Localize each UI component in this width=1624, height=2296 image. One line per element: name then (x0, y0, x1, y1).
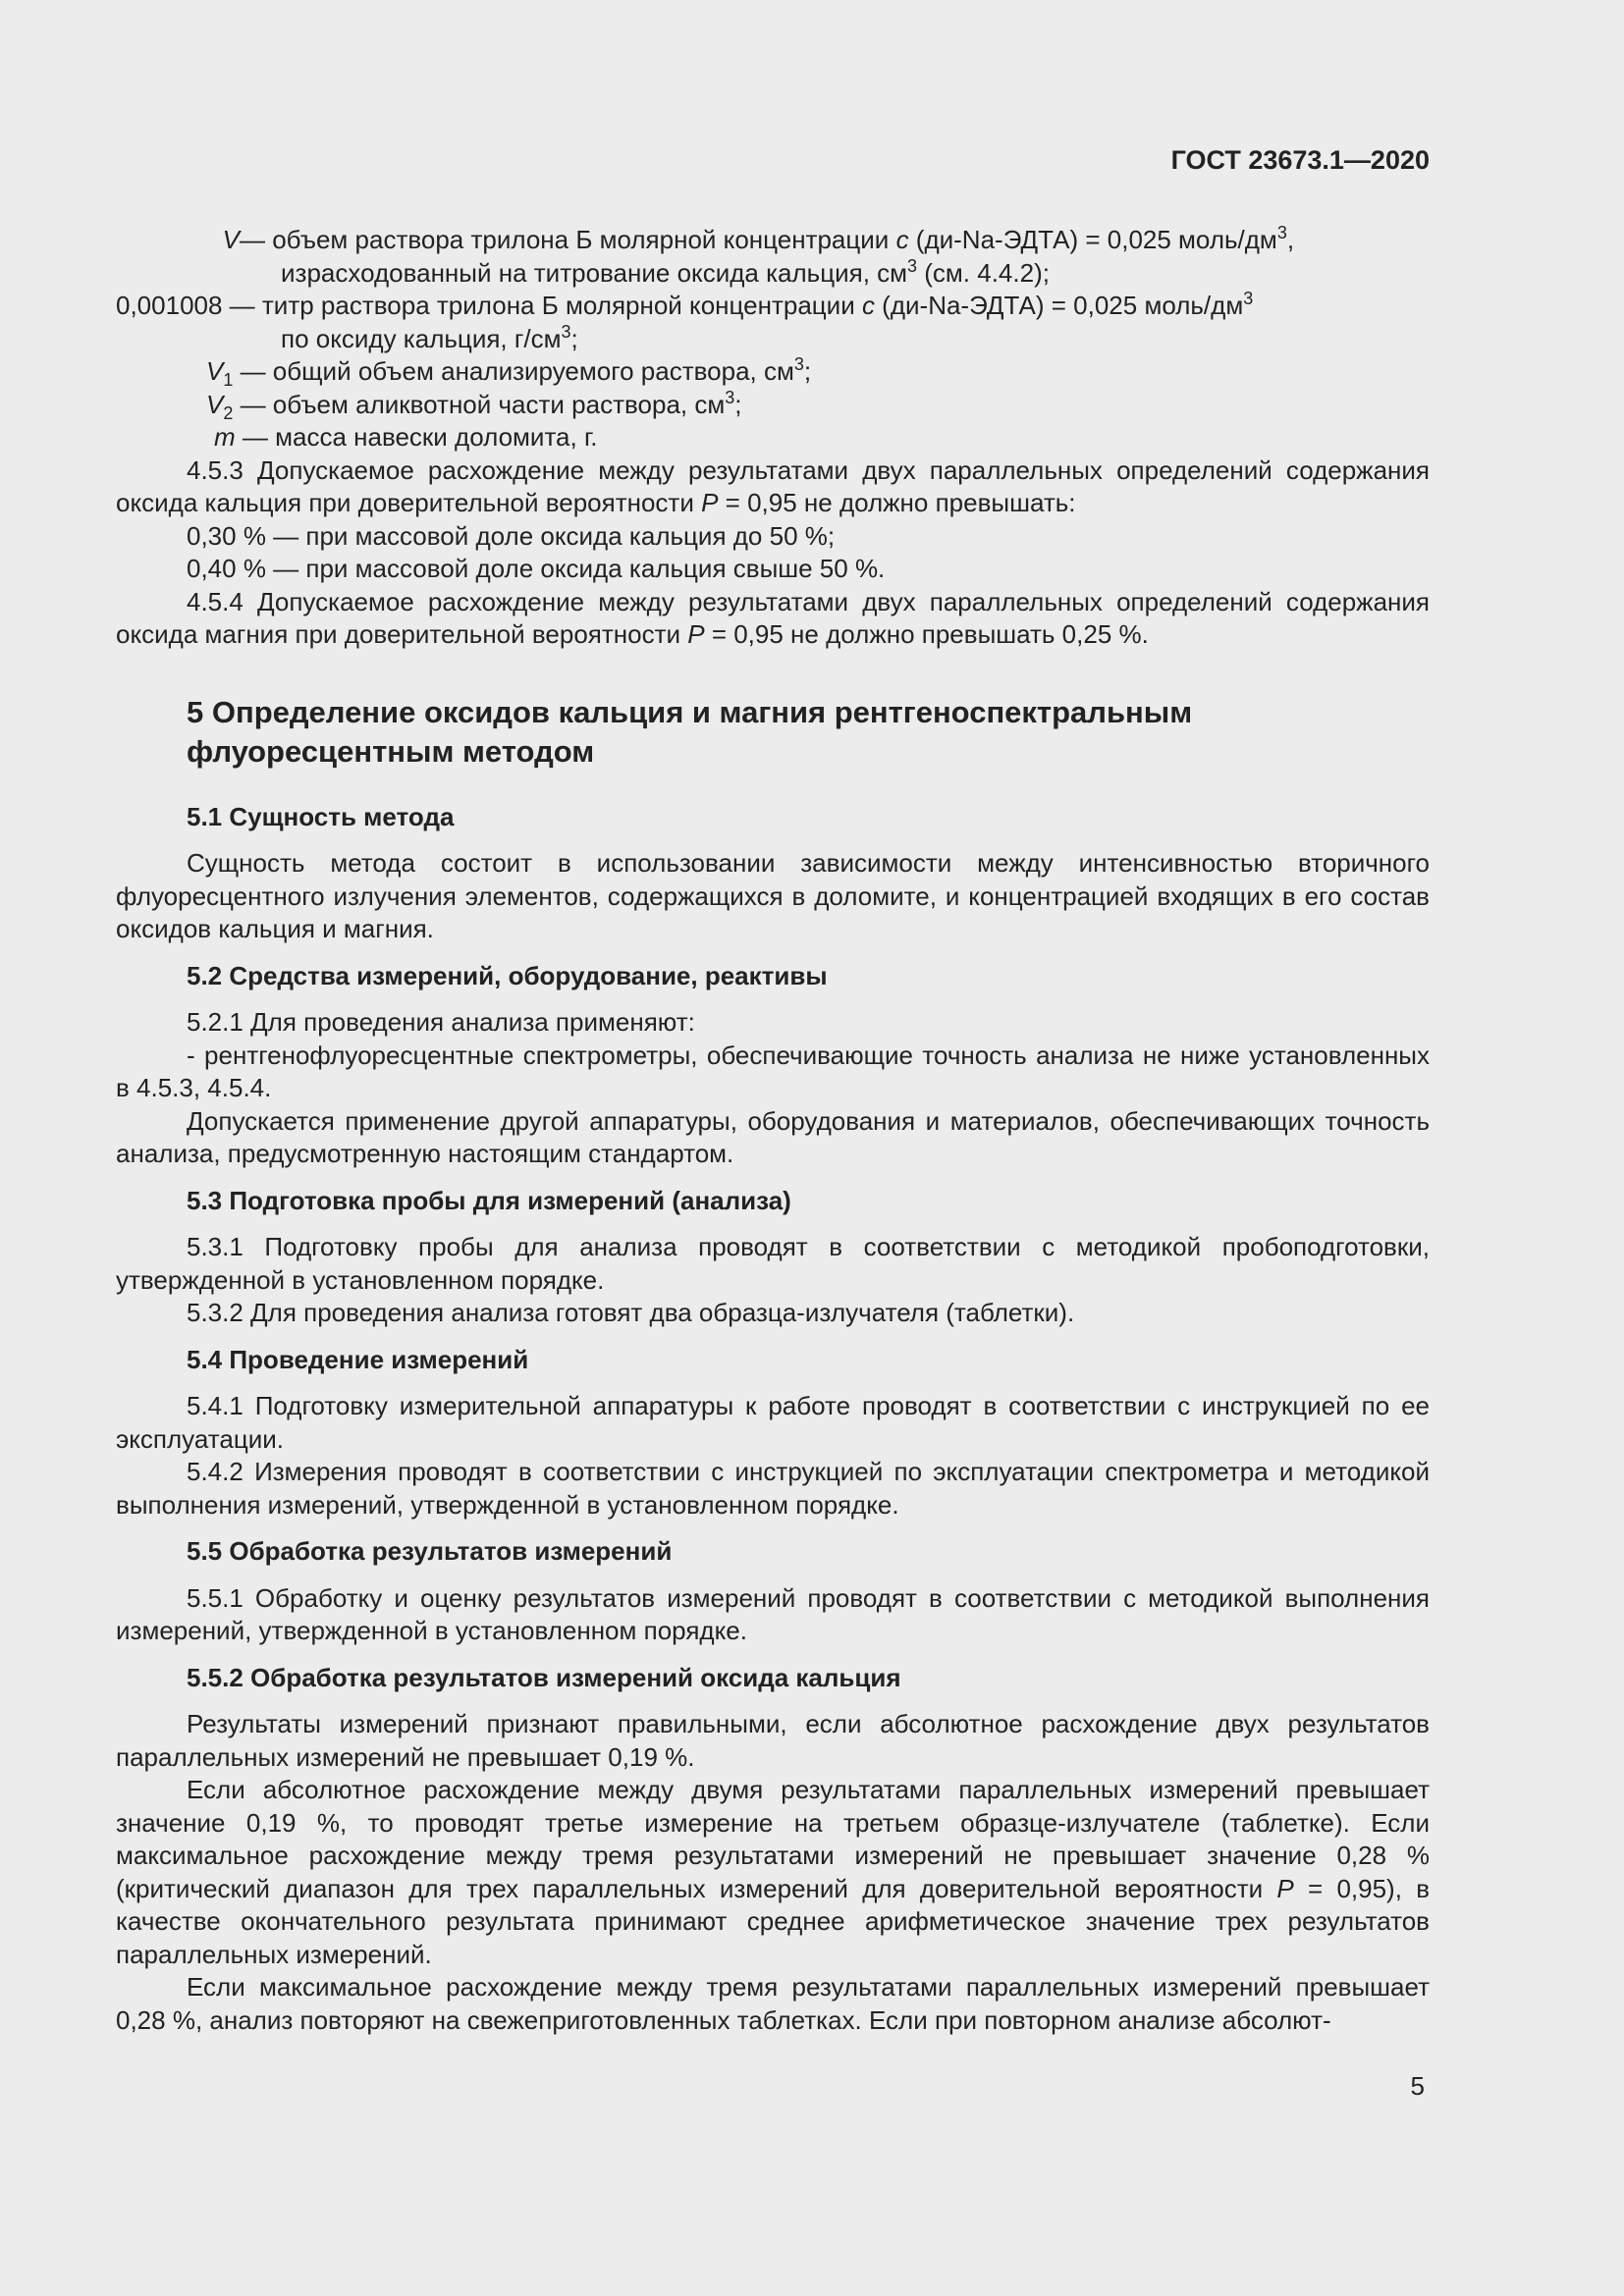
def-m: m — масса навески доломита, г. (214, 422, 598, 452)
paragraph: Сущность метода состоит в использовании зависимости между интенсивностью вторичного флуоресцентного излучения элементов, содержащихся в доломите, и концентрацией входящих в его состав оксидов кальция и магния. (116, 848, 1430, 943)
paragraph: - рентгенофлуоресцентные спектрометры, обеспечивающие точность анализа не ниже установленных в 4.5.3, 4.5.4. (116, 1040, 1430, 1102)
heading-5-2: 5.2 Средства измерений, оборудование, реактивы (187, 960, 828, 990)
def-titer-line1: 0,001008 — титр раствора трилона Б молярной концентрации с (ди-Na-ЭДТА) = 0,025 моль/$дм^3$ (116, 289, 1254, 320)
heading-5-5: 5.5 Обработка результатов измерений (187, 1536, 673, 1566)
def-titer-line2: по оксиду кальция, $г/см^3$; (281, 321, 578, 353)
list-item: 0,30 % — при массовой доле оксида кальция до 50 %; (187, 520, 836, 551)
paragraph: Результаты измерений признают правильными, если абсолютное расхождение двух результатов параллельных измерений не превышает 0,19 %. (116, 1709, 1430, 1772)
def-v2: $V_2$ — объем аликвотной части раствора, $см^3$; (206, 387, 742, 423)
section-5-title: 5 Определение оксидов кальция и магния рентгеноспектральным флуоресцентным методом (187, 694, 1193, 769)
def-v1: $V_1$ — общий объем анализируемого раствора, $см^3$; (206, 354, 812, 390)
paragraph: 5.5.1 Обработку и оценку результатов измерений проводят в соответствии с методикой выполнения измерений, утвержденной в установленном порядке. (116, 1582, 1430, 1645)
def-v-line2: израсходованный на титрование оксида кальция, $см^3$ (см. 4.4.2); (281, 255, 1050, 288)
paragraph: Если максимальное расхождение между тремя результатами параллельных измерений превышает 0,28 %, анализ повторяют на свежеприготовленных таблетках. Если при повторном анализе абсолют- (116, 1972, 1430, 2035)
paragraph-4-5-3: 4.5.3 Допускаемое расхождение между результатами двух параллельных определений содержания оксида кальция при доверительной вероятности Р = 0,95 не должно превышать: (116, 454, 1430, 517)
heading-5-1: 5.1 Сущность метода (187, 801, 455, 831)
symbol-v: V (222, 225, 240, 254)
document-body (116, 224, 1430, 2037)
heading-5-3: 5.3 Подготовка пробы для измерений (анализа) (187, 1185, 791, 1215)
paragraph: 5.2.1 Для проведения анализа применяют: (187, 1007, 695, 1037)
standard-header: ГОСТ 23673.1—2020 (1170, 145, 1430, 175)
def-v-line1: V — объем раствора трилона Б молярной концентрации с (ди-Na-ЭДТА) = 0,025 моль/$дм^3$, (222, 223, 1295, 254)
paragraph: 5.3.2 Для проведения анализа готовят два образца-излучателя (таблетки). (187, 1298, 1075, 1327)
paragraph: Допускается применение другой аппаратуры, оборудования и материалов, обеспечивающих точность анализа, предусмотренную настоящим стандартом. (116, 1105, 1430, 1168)
paragraph: Если абсолютное расхождение между двумя результатами параллельных измерений превышает значение 0,19 %, то проводят третье измерение на третьем образце-излучателе (таблетке). Если максимальное расхождение между тремя результатами измерений не превышает значение 0,28 % (критический диапазон для трех параллельных измерений для доверительной вероятности Р = 0,95), в качестве окончательного результата принимают среднее арифметическое значение трех результатов параллельных измерений. (116, 1775, 1431, 1969)
list-item: 0,40 % — при массовой доле оксида кальция свыше 50 %. (187, 554, 886, 583)
paragraph: 5.4.1 Подготовку измерительной аппаратуры к работе проводят в соответствии с инструкцией по ее эксплуатации. (116, 1391, 1430, 1454)
paragraph: 5.3.1 Подготовку пробы для анализа проводят в соответствии с методикой пробоподготовки, утвержденной в установленном порядке. (116, 1232, 1430, 1295)
heading-5-5-2: 5.5.2 Обработка результатов измерений оксида кальция (187, 1662, 901, 1692)
paragraph-4-5-4: 4.5.4 Допускаемое расхождение между результатами двух параллельных определений содержания оксида магния при доверительной вероятности Р = 0,95 не должно превышать 0,25 %. (116, 586, 1430, 649)
heading-5-4: 5.4 Проведение измерений (187, 1344, 529, 1374)
page-number: 5 (1410, 2071, 1425, 2101)
symbol-titer: 0,001008 (116, 291, 223, 320)
paragraph: 5.4.2 Измерения проводят в соответствии с инструкцией по эксплуатации спектрометра и методикой выполнения измерений, утвержденной в установленном порядке. (116, 1457, 1430, 1520)
